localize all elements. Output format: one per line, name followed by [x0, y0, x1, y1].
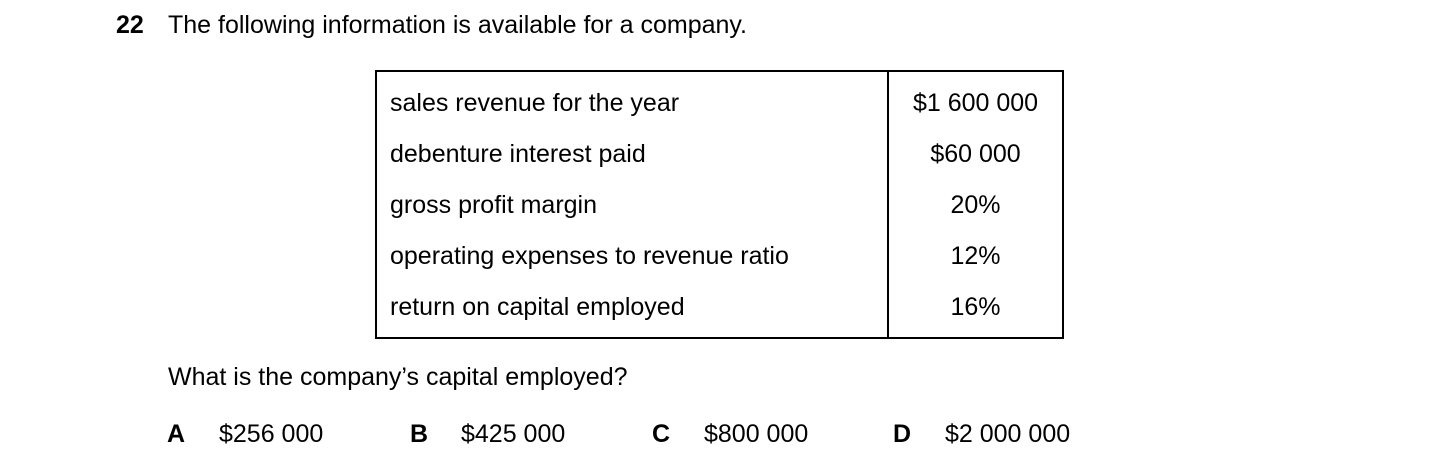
row-label-debenture-interest: debenture interest paid [376, 129, 888, 180]
row-value-roce: 16% [950, 293, 1001, 321]
option-a-letter[interactable]: A [167, 420, 186, 448]
row-value-gross-profit-margin: 20% [950, 191, 1001, 219]
option-d-letter[interactable]: D [893, 420, 912, 448]
row-label-roce: return on capital employed [376, 282, 888, 338]
table-row [376, 129, 1063, 180]
table-row [376, 71, 1063, 129]
question-number: 22 [116, 11, 144, 39]
row-value-operating-expenses-ratio: 12% [950, 242, 1001, 270]
table-row [376, 282, 1063, 338]
table-row [376, 231, 1063, 282]
question-stem: The following information is available for a company. [168, 11, 747, 39]
row-value-debenture-interest: $60 000 [930, 140, 1021, 168]
option-a-value[interactable]: $256 000 [219, 420, 324, 448]
option-d-value[interactable]: $2 000 000 [945, 420, 1071, 448]
option-b-letter[interactable]: B [410, 420, 429, 448]
table-row [376, 180, 1063, 231]
option-c-value[interactable]: $800 000 [704, 420, 809, 448]
row-label-sales-revenue: sales revenue for the year [376, 71, 888, 129]
answer-options [0, 419, 1438, 451]
row-label-gross-profit-margin: gross profit margin [376, 180, 888, 231]
option-b-value[interactable]: $425 000 [461, 420, 566, 448]
option-c-letter[interactable]: C [652, 420, 671, 448]
information-table [375, 70, 1064, 339]
row-value-sales-revenue: $1 600 000 [912, 89, 1039, 117]
row-label-operating-expenses-ratio: operating expenses to revenue ratio [376, 231, 888, 282]
question-prompt: What is the company’s capital employed? [168, 363, 628, 391]
